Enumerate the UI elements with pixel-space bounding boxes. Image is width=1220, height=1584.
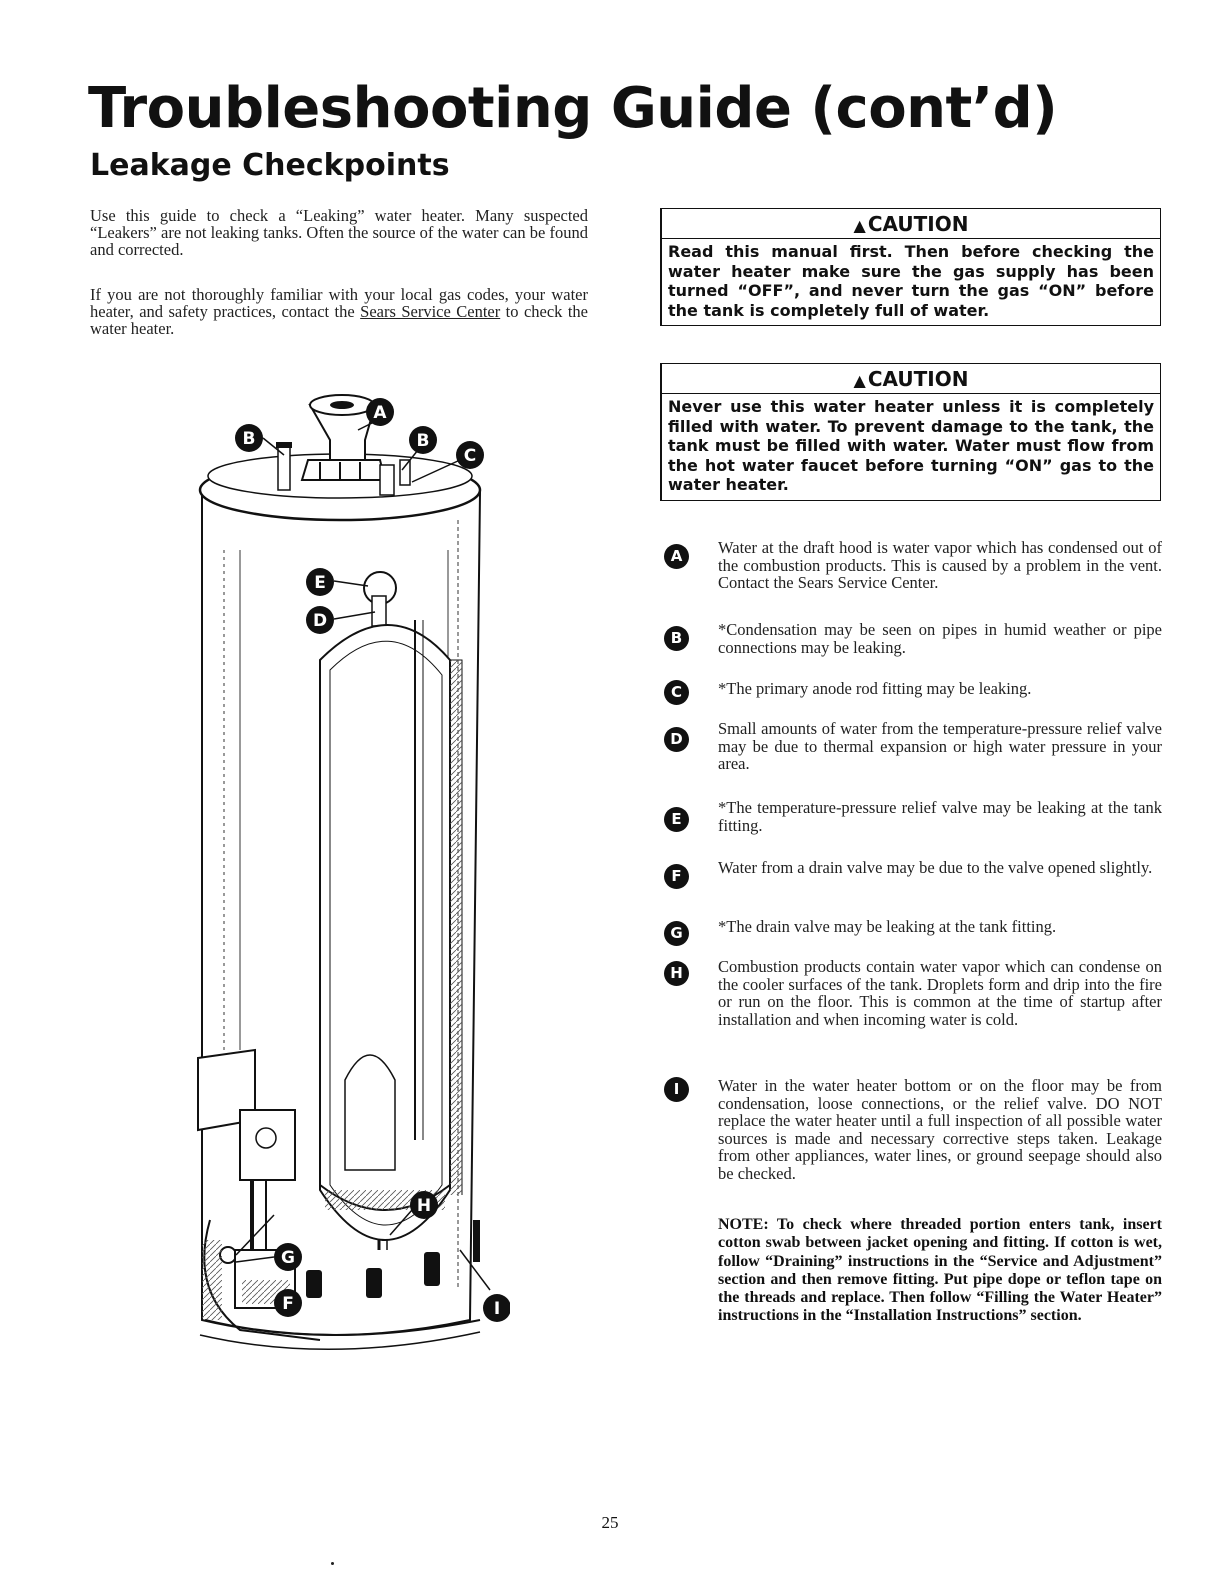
illus-label-i-text: I <box>493 1299 501 1319</box>
label-c-icon: C <box>664 680 689 705</box>
checkpoint-text: *The temperature-pressure relief valve may be leaking at the tank fitting. <box>718 798 1162 835</box>
illus-label-b-right <box>409 426 437 454</box>
intro-paragraph-1: Use this guide to check a “Leaking” water heater. Many suspected “Leakers” are not leaking tanks. Often the source of the water can be found and corrected. <box>90 206 588 259</box>
label-i-icon: I <box>664 1077 689 1102</box>
label-a-icon: A <box>664 544 689 569</box>
checkpoint-text: Water from a drain valve may be due to the valve opened slightly. <box>718 858 1153 877</box>
label-b-icon: B <box>664 626 689 651</box>
intro-p2-text: If you are not thoroughly familiar with your local gas codes, your water heater, and safety practices, contact the <box>90 285 588 321</box>
illus-label-c-text: C <box>463 446 477 466</box>
note-paragraph: NOTE: To check where threaded portion enters tank, insert cotton swab between jacket opening and fitting. If cotton is wet, follow “Draining” instructions in the “Service and Adjustment” section and then remove fitting. Put pipe dope or teflon tape on the threads and replace. Then follow “Filling the Water Heater” instructions in the “Installation Instructions” section. <box>718 1216 1162 1325</box>
illus-label-b-text: B <box>416 431 430 451</box>
section-subtitle: Leakage Checkpoints <box>90 148 450 183</box>
illus-label-g <box>274 1243 302 1271</box>
checkpoint-text: *Condensation may be seen on pipes in humid weather or pipe connections may be leaking. <box>718 620 1162 657</box>
caution-body: Never use this water heater unless it is completely filled with water. To prevent damage to the tank, the tank must be filled with water. Water must flow from the hot water faucet before turning “ON” gas to the water heater. <box>668 397 1154 494</box>
illus-label-a-text: A <box>373 403 387 423</box>
speck-mark <box>331 1562 334 1565</box>
illus-label-g-text: G <box>281 1248 295 1268</box>
sears-service-center-link[interactable]: Sears Service Center <box>360 302 501 321</box>
caution-heading <box>662 364 1160 394</box>
illus-label-a <box>366 398 394 426</box>
checkpoint-text: Water at the draft hood is water vapor which has condensed out of the combustion products. This is caused by a problem in the vent. Contact the Sears Service Center. <box>718 538 1162 593</box>
illus-label-c <box>456 441 484 469</box>
checkpoint-text: Small amounts of water from the temperature-pressure relief valve may be due to thermal expansion or high water pressure in your area. <box>718 719 1162 774</box>
label-e-icon: E <box>664 807 689 832</box>
caution-box-1 <box>660 208 1161 326</box>
illus-label-f <box>274 1289 302 1317</box>
warning-triangle-icon: ▲ <box>853 216 866 235</box>
label-h-icon: H <box>664 961 689 986</box>
caution-box-2 <box>660 363 1161 501</box>
water-heater-illustration <box>180 290 510 1355</box>
checkpoint-text: Water in the water heater bottom or on the floor may be from condensation, loose connections, or the relief valve. DO NOT replace the water heater until a full inspection of all possible water sources is made and necessary corrective steps taken. Leakage from other appliances, water lines, or ground seepage should also be checked. <box>718 1076 1162 1183</box>
illus-label-h <box>410 1191 438 1219</box>
illus-label-d-text: D <box>312 611 328 631</box>
caution-heading-text: CAUTION <box>867 367 969 391</box>
page-title: Troubleshooting Guide (cont’d) <box>88 76 1058 141</box>
caution-body: Read this manual first. Then before checking the water heater make sure the gas supply has been turned “OFF”, and never turn the gas “ON” before the tank is completely full of water. <box>668 242 1154 320</box>
checkpoint-text: *The primary anode rod fitting may be leaking. <box>718 679 1032 698</box>
illus-label-h-text: H <box>416 1196 432 1216</box>
label-f-icon: F <box>664 864 689 889</box>
illus-label-e <box>306 568 334 596</box>
illus-label-e-text: E <box>314 573 326 593</box>
illus-label-i <box>483 1294 510 1322</box>
warning-triangle-icon: ▲ <box>853 371 866 390</box>
label-g-icon: G <box>664 921 689 946</box>
intro-p2-text-end: to check the water heater. <box>90 302 589 338</box>
page-number: 25 <box>601 1513 619 1532</box>
illus-label-d <box>306 606 334 634</box>
caution-heading <box>662 209 1160 239</box>
illus-label-f-text: F <box>282 1294 294 1314</box>
illus-label-b-text: B <box>242 429 256 449</box>
checkpoint-text: *The drain valve may be leaking at the tank fitting. <box>718 917 1057 936</box>
caution-heading-text: CAUTION <box>867 212 969 236</box>
checkpoint-text: Combustion products contain water vapor which can condense on the cooler surfaces of the tank. Droplets form and drip into the fire or run on the floor. This is common at the time of startup after installation and when incoming water is cold. <box>718 957 1162 1029</box>
illus-label-b-left <box>235 424 263 452</box>
label-d-icon: D <box>664 727 689 752</box>
